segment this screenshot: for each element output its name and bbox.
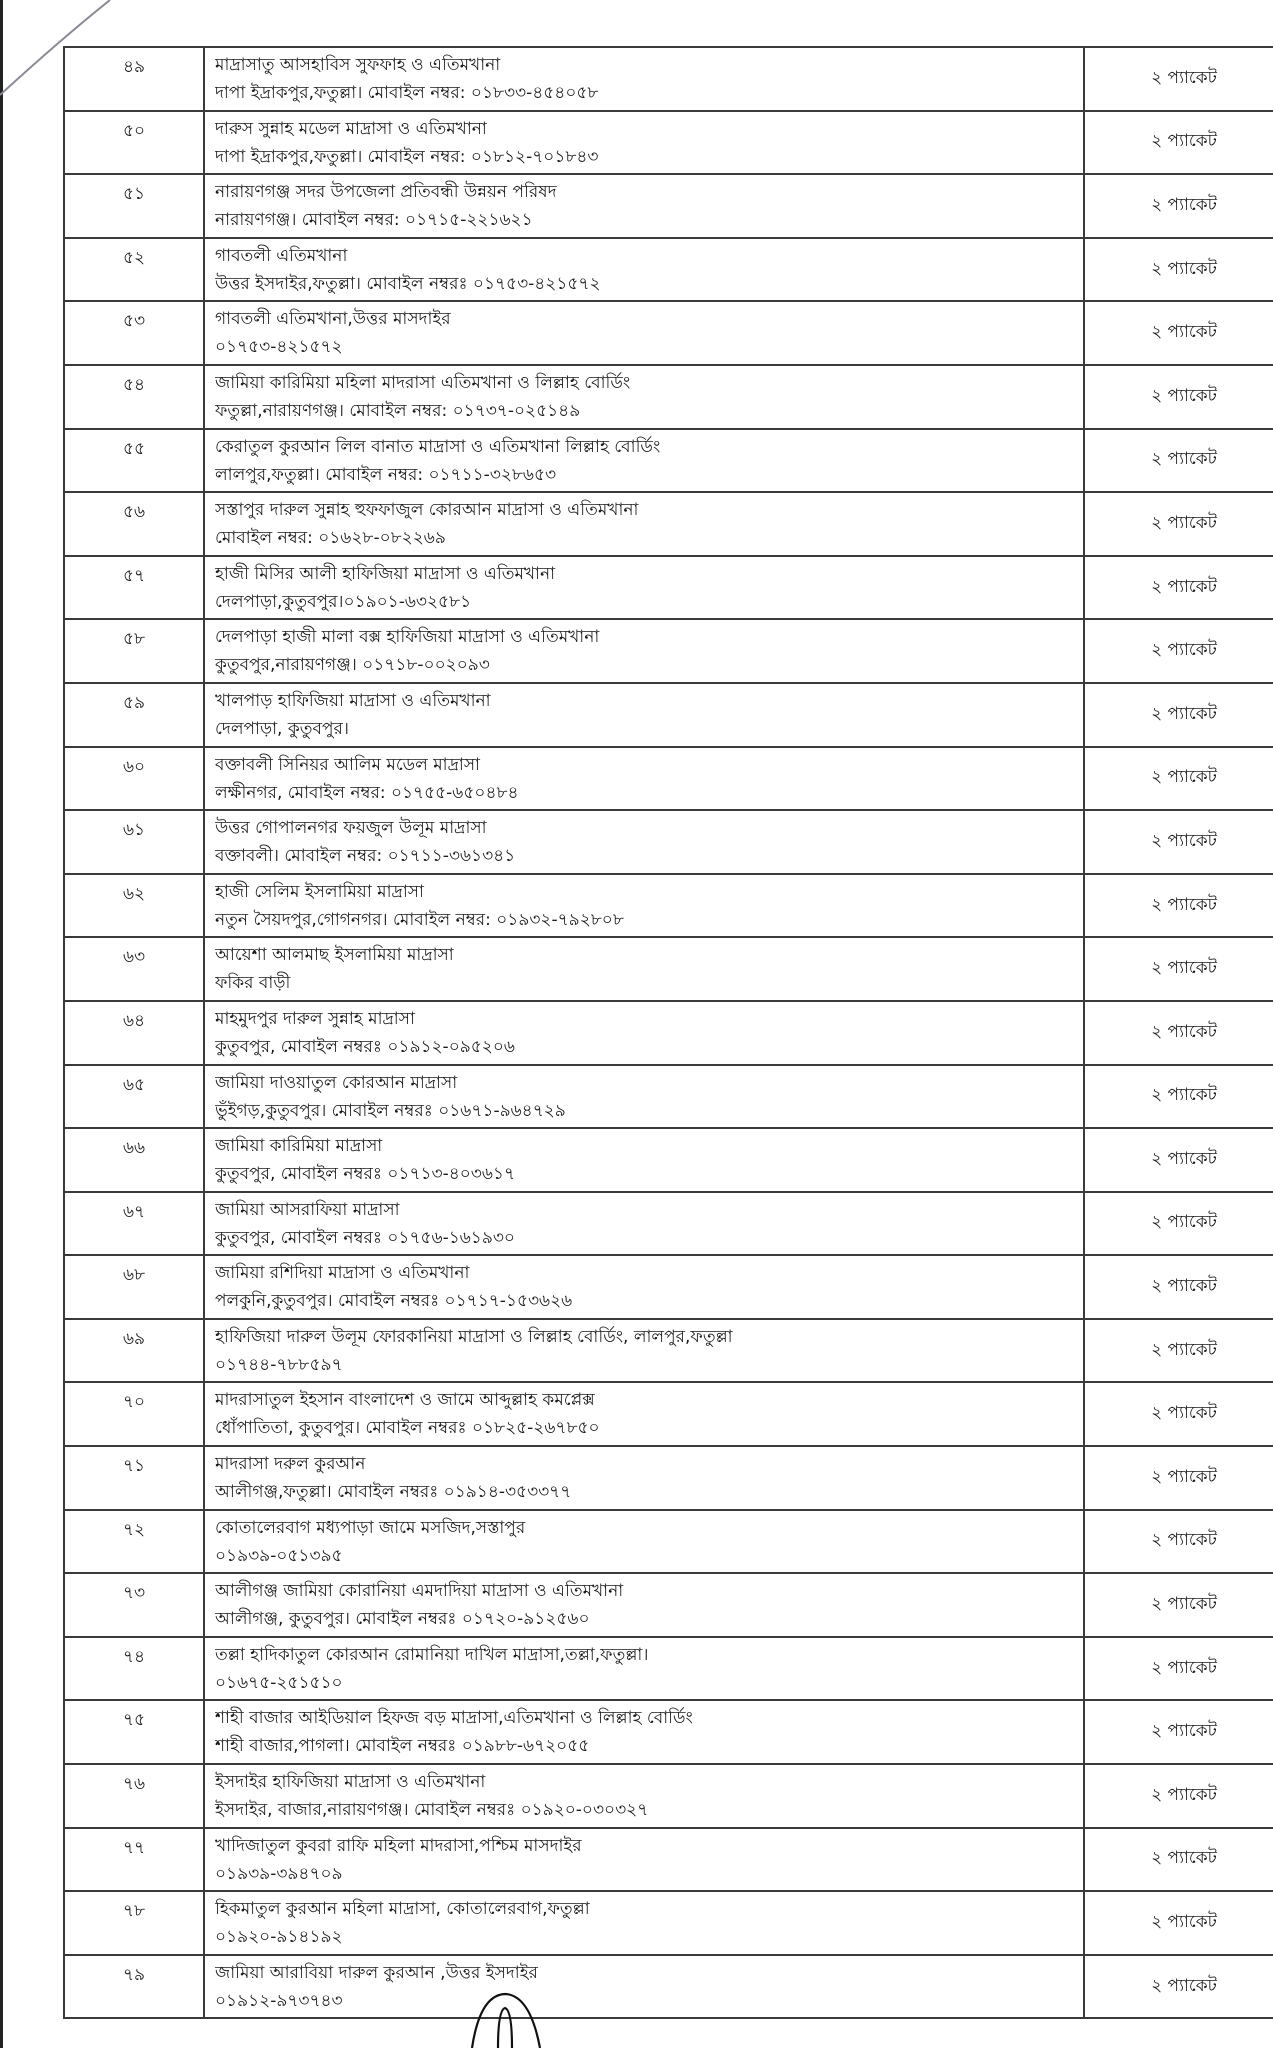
institution-address: দাপা ইদ্রাকপুর,ফতুল্লা। মোবাইল নম্বর: ০১৮১২-৭০১৮৪৩	[215, 146, 599, 167]
table-row	[64, 1637, 1273, 1701]
recipient-cell	[204, 1955, 1084, 2019]
institution-name: দেলপাড়া হাজী মালা বক্স হাফিজিয়া মাদ্রাসা ও এতিমখানা	[215, 627, 600, 648]
table-row	[64, 1891, 1273, 1955]
institution-address: মোবাইল নম্বর: ০১৬২৮-০৮২২৬৯	[215, 528, 446, 549]
institution-name: কোতালেরবাগ মধ্যপাড়া জামে মসজিদ,সস্তাপুর	[215, 1517, 526, 1538]
institution-name: জামিয়া আরাবিয়া দারুল কুরআন ,উত্তর ইসদাইর	[215, 1962, 538, 1983]
quantity: ২ প্যাকেট	[1084, 1128, 1273, 1192]
table-row	[64, 238, 1273, 302]
table-row	[64, 1065, 1273, 1129]
quantity: ২ প্যাকেট	[1084, 1637, 1273, 1701]
recipient-cell	[204, 1573, 1084, 1637]
quantity: ২ প্যাকেট	[1084, 1573, 1273, 1637]
recipient-cell	[204, 874, 1084, 938]
institution-name: তল্লা হাদিকাতুল কোরআন রোমানিয়া দাখিল মাদ্রাসা,তল্লা,ফতুল্লা।	[215, 1644, 649, 1665]
institution-address: বক্তাবলী। মোবাইল নম্বর: ০১৭১১-৩৬১৩৪১	[215, 846, 516, 867]
quantity: ২ প্যাকেট	[1084, 1955, 1273, 2019]
serial-number: ৭৫	[64, 1700, 204, 1764]
quantity: ২ প্যাকেট	[1084, 1510, 1273, 1574]
recipient-cell	[204, 1637, 1084, 1701]
table-row	[64, 937, 1273, 1001]
quantity: ২ প্যাকেট	[1084, 47, 1273, 111]
institution-address: ফতুল্লা,নারায়ণগঞ্জ। মোবাইল নম্বর: ০১৭৩৭-০২৫১৪৯	[215, 400, 581, 421]
table-body	[64, 47, 1273, 2018]
table-row	[64, 365, 1273, 429]
table-row	[64, 1828, 1273, 1892]
table-row	[64, 1955, 1273, 2019]
institution-address: ইসদাইর, বাজার,নারায়ণগঞ্জ। মোবাইল নম্বরঃ ০১৯২০-০৩০৩২৭	[215, 1800, 649, 1821]
recipient-cell	[204, 1891, 1084, 1955]
quantity: ২ প্যাকেট	[1084, 111, 1273, 175]
recipient-cell	[204, 1065, 1084, 1129]
institution-name: ইসদাইর হাফিজিয়া মাদ্রাসা ও এতিমখানা	[215, 1772, 486, 1793]
quantity: ২ প্যাকেট	[1084, 1192, 1273, 1256]
recipient-cell	[204, 492, 1084, 556]
recipient-cell	[204, 810, 1084, 874]
serial-number: ৫০	[64, 111, 204, 175]
serial-number: ৭৬	[64, 1764, 204, 1828]
institution-name: খালপাড় হাফিজিয়া মাদ্রাসা ও এতিমখানা	[215, 690, 491, 711]
institution-name: গাবতলী এতিমখানা	[215, 245, 348, 266]
serial-number: ৭৩	[64, 1573, 204, 1637]
recipient-cell	[204, 937, 1084, 1001]
recipient-cell	[204, 683, 1084, 747]
institution-address: ০১৬৭৫-২৫১৫১০	[215, 1672, 343, 1693]
institution-address: কুতুবপুর, মোবাইল নম্বরঃ ০১৭১৩-৪০৩৬১৭	[215, 1164, 515, 1185]
table-row	[64, 174, 1273, 238]
institution-address: ০১৭৪৪-৭৮৮৫৯৭	[215, 1354, 343, 1375]
quantity: ২ প্যাকেট	[1084, 492, 1273, 556]
institution-name: জামিয়া দাওয়াতুল কোরআন মাদ্রাসা	[215, 1072, 458, 1093]
table-row	[64, 1446, 1273, 1510]
table-row	[64, 1510, 1273, 1574]
table-row	[64, 492, 1273, 556]
quantity: ২ প্যাকেট	[1084, 1065, 1273, 1129]
table-row	[64, 1255, 1273, 1319]
quantity: ২ প্যাকেট	[1084, 174, 1273, 238]
institution-name: মাদরাসাতুল ইহসান বাংলাদেশ ও জামে আব্দুল্লাহ কমপ্লেক্স	[215, 1390, 595, 1411]
institution-name: হিকমাতুল কুরআন মহিলা মাদ্রাসা, কোতালেরবাগ,ফতুল্লা	[215, 1899, 590, 1920]
recipient-cell	[204, 1255, 1084, 1319]
institution-address: উত্তর ইসদাইর,ফতুল্লা। মোবাইল নম্বরঃ ০১৭৫৩-৪২১৫৭২	[215, 273, 601, 294]
recipient-cell	[204, 556, 1084, 620]
serial-number: ৬৩	[64, 937, 204, 1001]
institution-name: জামিয়া কারিমিয়া মাদ্রাসা	[215, 1136, 383, 1157]
institution-address: কুতুবপুর, মোবাইল নম্বরঃ ০১৭৫৬-১৬১৯৩০	[215, 1227, 515, 1248]
institution-name: মাহমুদপুর দারুল সুন্নাহ মাদ্রাসা	[215, 1008, 415, 1029]
institution-name: জামিয়া কারিমিয়া মহিলা মাদরাসা এতিমখানা ও লিল্লাহ বোর্ডিং	[215, 372, 631, 393]
table-row	[64, 1700, 1273, 1764]
institution-address: ০১৯৩৯-৩৯৪৭০৯	[215, 1863, 343, 1884]
quantity: ২ প্যাকেট	[1084, 747, 1273, 811]
institution-address: নতুন সৈয়দপুর,গোগনগর। মোবাইল নম্বর: ০১৯৩২-৭৯২৮০৮	[215, 909, 624, 930]
institution-name: মাদ্রাসাতু আসহাবিস সুফফাহ ও এতিমখানা	[215, 55, 501, 75]
table-row	[64, 301, 1273, 365]
quantity: ২ প্যাকেট	[1084, 1891, 1273, 1955]
serial-number: ৬৪	[64, 1001, 204, 1065]
recipient-cell	[204, 1128, 1084, 1192]
table-row	[64, 810, 1273, 874]
serial-number: ৭৮	[64, 1891, 204, 1955]
institution-address: দেলপাড়া, কুতুবপুর।	[215, 718, 349, 739]
quantity: ২ প্যাকেট	[1084, 1255, 1273, 1319]
institution-name: মাদরাসা দরুল কুরআন	[215, 1454, 366, 1475]
serial-number: ৫৮	[64, 619, 204, 683]
quantity: ২ প্যাকেট	[1084, 810, 1273, 874]
recipient-cell	[204, 1764, 1084, 1828]
serial-number: ৫৩	[64, 301, 204, 365]
institution-address: লালপুর,ফতুল্লা। মোবাইল নম্বর: ০১৭১১-৩২৮৬৫৩	[215, 464, 557, 485]
quantity: ২ প্যাকেট	[1084, 301, 1273, 365]
quantity: ২ প্যাকেট	[1084, 1001, 1273, 1065]
table-row	[64, 1001, 1273, 1065]
institution-address: দেলপাড়া,কুতুবপুর।০১৯০১-৬৩২৫৮১	[215, 591, 472, 612]
serial-number: ৬২	[64, 874, 204, 938]
serial-number: ৬৬	[64, 1128, 204, 1192]
serial-number: ৬৭	[64, 1192, 204, 1256]
quantity: ২ প্যাকেট	[1084, 365, 1273, 429]
serial-number: ৫১	[64, 174, 204, 238]
institution-address: আলীগঞ্জ,ফতুল্লা। মোবাইল নম্বরঃ ০১৯১৪-৩৫৩৩৭৭	[215, 1482, 572, 1503]
table-row	[64, 747, 1273, 811]
serial-number: ৬৮	[64, 1255, 204, 1319]
institution-address: ০১৯২০-৯১৪১৯২	[215, 1927, 343, 1948]
recipient-cell	[204, 301, 1084, 365]
recipient-cell	[204, 1382, 1084, 1446]
serial-number: ৭৯	[64, 1955, 204, 2019]
institution-name: হাফিজিয়া দারুল উলূম ফোরকানিয়া মাদ্রাসা ও লিল্লাহ বোর্ডিং, লালপুর,ফতুল্লা	[215, 1326, 733, 1347]
recipient-cell	[204, 1192, 1084, 1256]
serial-number: ৫২	[64, 238, 204, 302]
institution-address: ০১৯৩৯-০৫১৩৯৫	[215, 1545, 343, 1566]
quantity: ২ প্যাকেট	[1084, 238, 1273, 302]
table-row	[64, 683, 1273, 747]
institution-name: আলীগঞ্জ জামিয়া কোরানিয়া এমদাদিয়া মাদ্রাসা ও এতিমখানা	[215, 1581, 624, 1602]
institution-name: সস্তাপুর দারুল সুন্নাহ হুফফাজুল কোরআন মাদ্রাসা ও এতিমখানা	[215, 500, 639, 521]
distribution-table	[63, 46, 1273, 2019]
serial-number: ৪৯	[64, 47, 204, 111]
recipient-cell	[204, 365, 1084, 429]
recipient-cell	[204, 429, 1084, 493]
quantity: ২ প্যাকেট	[1084, 1446, 1273, 1510]
table-row	[64, 874, 1273, 938]
institution-address: ০১৯১২-৯৭৩৭৪৩	[215, 1990, 343, 2011]
institution-address: শাহী বাজার,পাগলা। মোবাইল নম্বরঃ ০১৯৮৮-৬৭২০৫৫	[215, 1736, 590, 1757]
recipient-cell	[204, 47, 1084, 111]
institution-name: জামিয়া আসরাফিয়া মাদ্রাসা	[215, 1199, 400, 1220]
institution-name: গাবতলী এতিমখানা,উত্তর মাসদাইর	[215, 309, 451, 330]
recipient-cell	[204, 1510, 1084, 1574]
serial-number: ৫৭	[64, 556, 204, 620]
table-row	[64, 1764, 1273, 1828]
recipient-cell	[204, 619, 1084, 683]
signature-mark	[460, 1990, 550, 2048]
recipient-cell	[204, 238, 1084, 302]
recipient-cell	[204, 111, 1084, 175]
institution-address: পলকুনি,কুতুবপুর। মোবাইল নম্বরঃ ০১৭১৭-১৫৩৬২৬	[215, 1291, 573, 1312]
table-row	[64, 1192, 1273, 1256]
institution-name: জামিয়া রশিদিয়া মাদ্রাসা ও এতিমখানা	[215, 1263, 470, 1284]
institution-address: লক্ষীনগর, মোবাইল নম্বর: ০১৭৫৫-৬৫০৪৮৪	[215, 782, 519, 803]
quantity: ২ প্যাকেট	[1084, 1764, 1273, 1828]
institution-name: আয়েশা আলমাছ ইসলামিয়া মাদ্রাসা	[215, 945, 454, 966]
quantity: ২ প্যাকেট	[1084, 1319, 1273, 1383]
table-row	[64, 1128, 1273, 1192]
quantity: ২ প্যাকেট	[1084, 619, 1273, 683]
institution-address: দাপা ইদ্রাকপুর,ফতুল্লা। মোবাইল নম্বর: ০১৮৩৩-৪৫৪০৫৮	[215, 83, 599, 103]
institution-address: আলীগঞ্জ, কুতুবপুর। মোবাইল নম্বরঃ ০১৭২০-৯১২৫৬০	[215, 1609, 590, 1630]
quantity: ২ প্যাকেট	[1084, 429, 1273, 493]
table-row	[64, 556, 1273, 620]
table-row	[64, 619, 1273, 683]
table-row	[64, 429, 1273, 493]
table-row	[64, 1382, 1273, 1446]
institution-address: কুতুবপুর,নারায়ণগঞ্জ। ০১৭১৮-০০২০৯৩	[215, 655, 490, 676]
recipient-cell	[204, 1446, 1084, 1510]
institution-name: শাহী বাজার আইডিয়াল হিফজ বড় মাদ্রাসা,এতিমখানা ও লিল্লাহ বোর্ডিং	[215, 1708, 693, 1729]
serial-number: ৬০	[64, 747, 204, 811]
table-row	[64, 111, 1273, 175]
recipient-cell	[204, 1319, 1084, 1383]
institution-name: কেরাতুল কুরআন লিল বানাত মাদ্রাসা ও এতিমখানা লিল্লাহ বোর্ডিং	[215, 436, 661, 457]
quantity: ২ প্যাকেট	[1084, 556, 1273, 620]
institution-name: হাজী মিসির আলী হাফিজিয়া মাদ্রাসা ও এতিমখানা	[215, 563, 556, 584]
quantity: ২ প্যাকেট	[1084, 937, 1273, 1001]
quantity: ২ প্যাকেট	[1084, 1700, 1273, 1764]
institution-name: নারায়ণগঞ্জ সদর উপজেলা প্রতিবন্ধী উন্নয়ন পরিষদ	[215, 182, 557, 203]
serial-number: ৫৪	[64, 365, 204, 429]
page-left-edge	[0, 0, 3, 2048]
institution-address: ধোঁপাতিতা, কুতুবপুর। মোবাইল নম্বরঃ ০১৮২৫-২৬৭৮৫০	[215, 1418, 600, 1439]
serial-number: ৫৯	[64, 683, 204, 747]
serial-number: ৭০	[64, 1382, 204, 1446]
recipient-cell	[204, 1001, 1084, 1065]
institution-name: দারুস সুন্নাহ মডেল মাদ্রাসা ও এতিমখানা	[215, 118, 487, 139]
serial-number: ৬১	[64, 810, 204, 874]
institution-address: ০১৭৫৩-৪২১৫৭২	[215, 337, 343, 358]
recipient-cell	[204, 174, 1084, 238]
recipient-cell	[204, 747, 1084, 811]
serial-number: ৭৪	[64, 1637, 204, 1701]
serial-number: ৫৫	[64, 429, 204, 493]
institution-name: খাদিজাতুল কুবরা রাফি মহিলা মাদরাসা,পশ্চিম মাসদাইর	[215, 1835, 582, 1856]
quantity: ২ প্যাকেট	[1084, 874, 1273, 938]
institution-address: নারায়ণগঞ্জ। মোবাইল নম্বর: ০১৭১৫-২২১৬২১	[215, 210, 533, 231]
institution-name: বক্তাবলী সিনিয়র আলিম মডেল মাদ্রাসা	[215, 754, 480, 775]
quantity: ২ প্যাকেট	[1084, 683, 1273, 747]
table-row	[64, 1319, 1273, 1383]
serial-number: ৭২	[64, 1510, 204, 1574]
quantity: ২ প্যাকেট	[1084, 1382, 1273, 1446]
serial-number: ৬৫	[64, 1065, 204, 1129]
recipient-cell	[204, 1828, 1084, 1892]
serial-number: ৭১	[64, 1446, 204, 1510]
serial-number: ৬৯	[64, 1319, 204, 1383]
serial-number: ৫৬	[64, 492, 204, 556]
table-row	[64, 47, 1273, 111]
institution-name: উত্তর গোপালনগর ফয়জুল উলূম মাদ্রাসা	[215, 818, 487, 839]
recipient-cell	[204, 1700, 1084, 1764]
serial-number: ৭৭	[64, 1828, 204, 1892]
quantity: ২ প্যাকেট	[1084, 1828, 1273, 1892]
institution-address: ফকির বাড়ী	[215, 973, 291, 994]
institution-address: ভুঁইগড়,কুতুবপুর। মোবাইল নম্বরঃ ০১৬৭১-৯৬৪৭২৯	[215, 1100, 566, 1121]
table-row	[64, 1573, 1273, 1637]
institution-name: হাজী সেলিম ইসলামিয়া মাদ্রাসা	[215, 881, 424, 902]
institution-address: কুতুবপুর, মোবাইল নম্বরঃ ০১৯১২-০৯৫২০৬	[215, 1036, 515, 1057]
